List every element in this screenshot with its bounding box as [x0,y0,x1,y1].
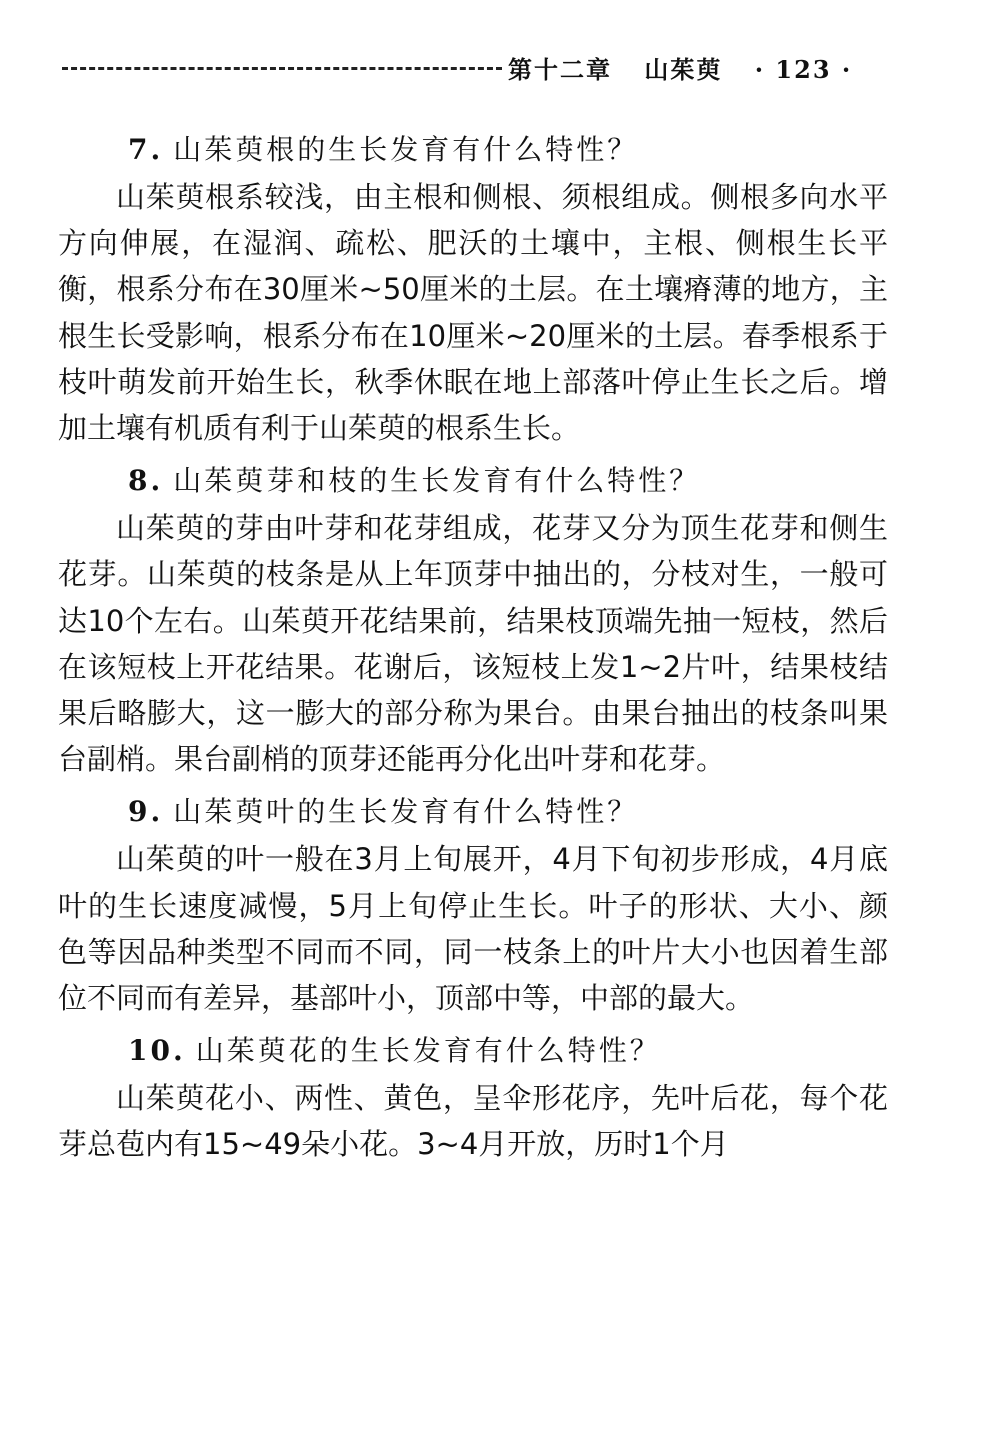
header-text [508,50,874,85]
question-number: 8. [128,464,164,498]
question-text: 山茱萸根的生长发育有什么特性？ [173,133,639,166]
question-heading [58,457,888,505]
question-text: 山茱萸叶的生长发育有什么特性？ [173,795,639,829]
answer-paragraph: 山茱萸根系较浅，由主根和侧根、须根组成。侧根多向水平方向伸展，在湿润、疏松、肥沃的土壤中，主根、侧根生长平衡，根系分布在30厘米~50厘米的土层。在土壤瘠薄的地方，主根生长受影响，根系分布在10厘米~20厘米的土层。春季根系于枝叶萌发前开始生长，秋季休眠在地上部落叶停止生长之后。增加土壤有机质有利于山茱萸的根系生长。 [58,180,888,446]
question-number: 10. [128,1034,186,1068]
question-heading [58,788,888,836]
question-number: 9. [128,795,164,829]
answer-paragraph: 山茱萸花小、两性、黄色，呈伞形花序，先叶后花，每个花芽总苞内有15~49朵小花。3~4月开放，历时1个月 [58,1081,888,1162]
question-text: 山茱萸花的生长发育有什么特性？ [195,1034,661,1068]
header-chapter: 第十二章 [508,55,612,84]
header-rule [62,67,502,70]
page-body [58,120,888,1168]
question-heading [58,126,888,174]
running-header [62,50,862,86]
page-number: · 123 · [754,55,853,84]
question-heading [58,1027,888,1075]
answer-paragraph: 山茱萸的叶一般在3月上旬展开，4月下旬初步形成，4月底叶的生长速度减慢，5月上旬停止生长。叶子的形状、大小、颜色等因品种类型不同而不同，同一枝条上的叶片大小也因着生部位不同而有差异，基部叶小，顶部中等，中部的最大。 [58,842,888,1016]
question-text: 山茱萸芽和枝的生长发育有什么特性？ [173,464,701,498]
answer-paragraph: 山茱萸的芽由叶芽和花芽组成，花芽又分为顶生花芽和侧生花芽。山茱萸的枝条是从上年顶芽中抽出的，分枝对生，一般可达10个左右。山茱萸开花结果前，结果枝顶端先抽一短枝，然后在该短枝上开花结果。花谢后，该短枝上发1~2片叶，结果枝结果后略膨大，这一膨大的部分称为果台。由果台抽出的枝条叫果台副梢。果台副梢的顶芽还能再分化出叶芽和花芽。 [58,511,888,777]
question-number: 7. [128,133,164,166]
header-title: 山茱萸 [644,55,723,84]
